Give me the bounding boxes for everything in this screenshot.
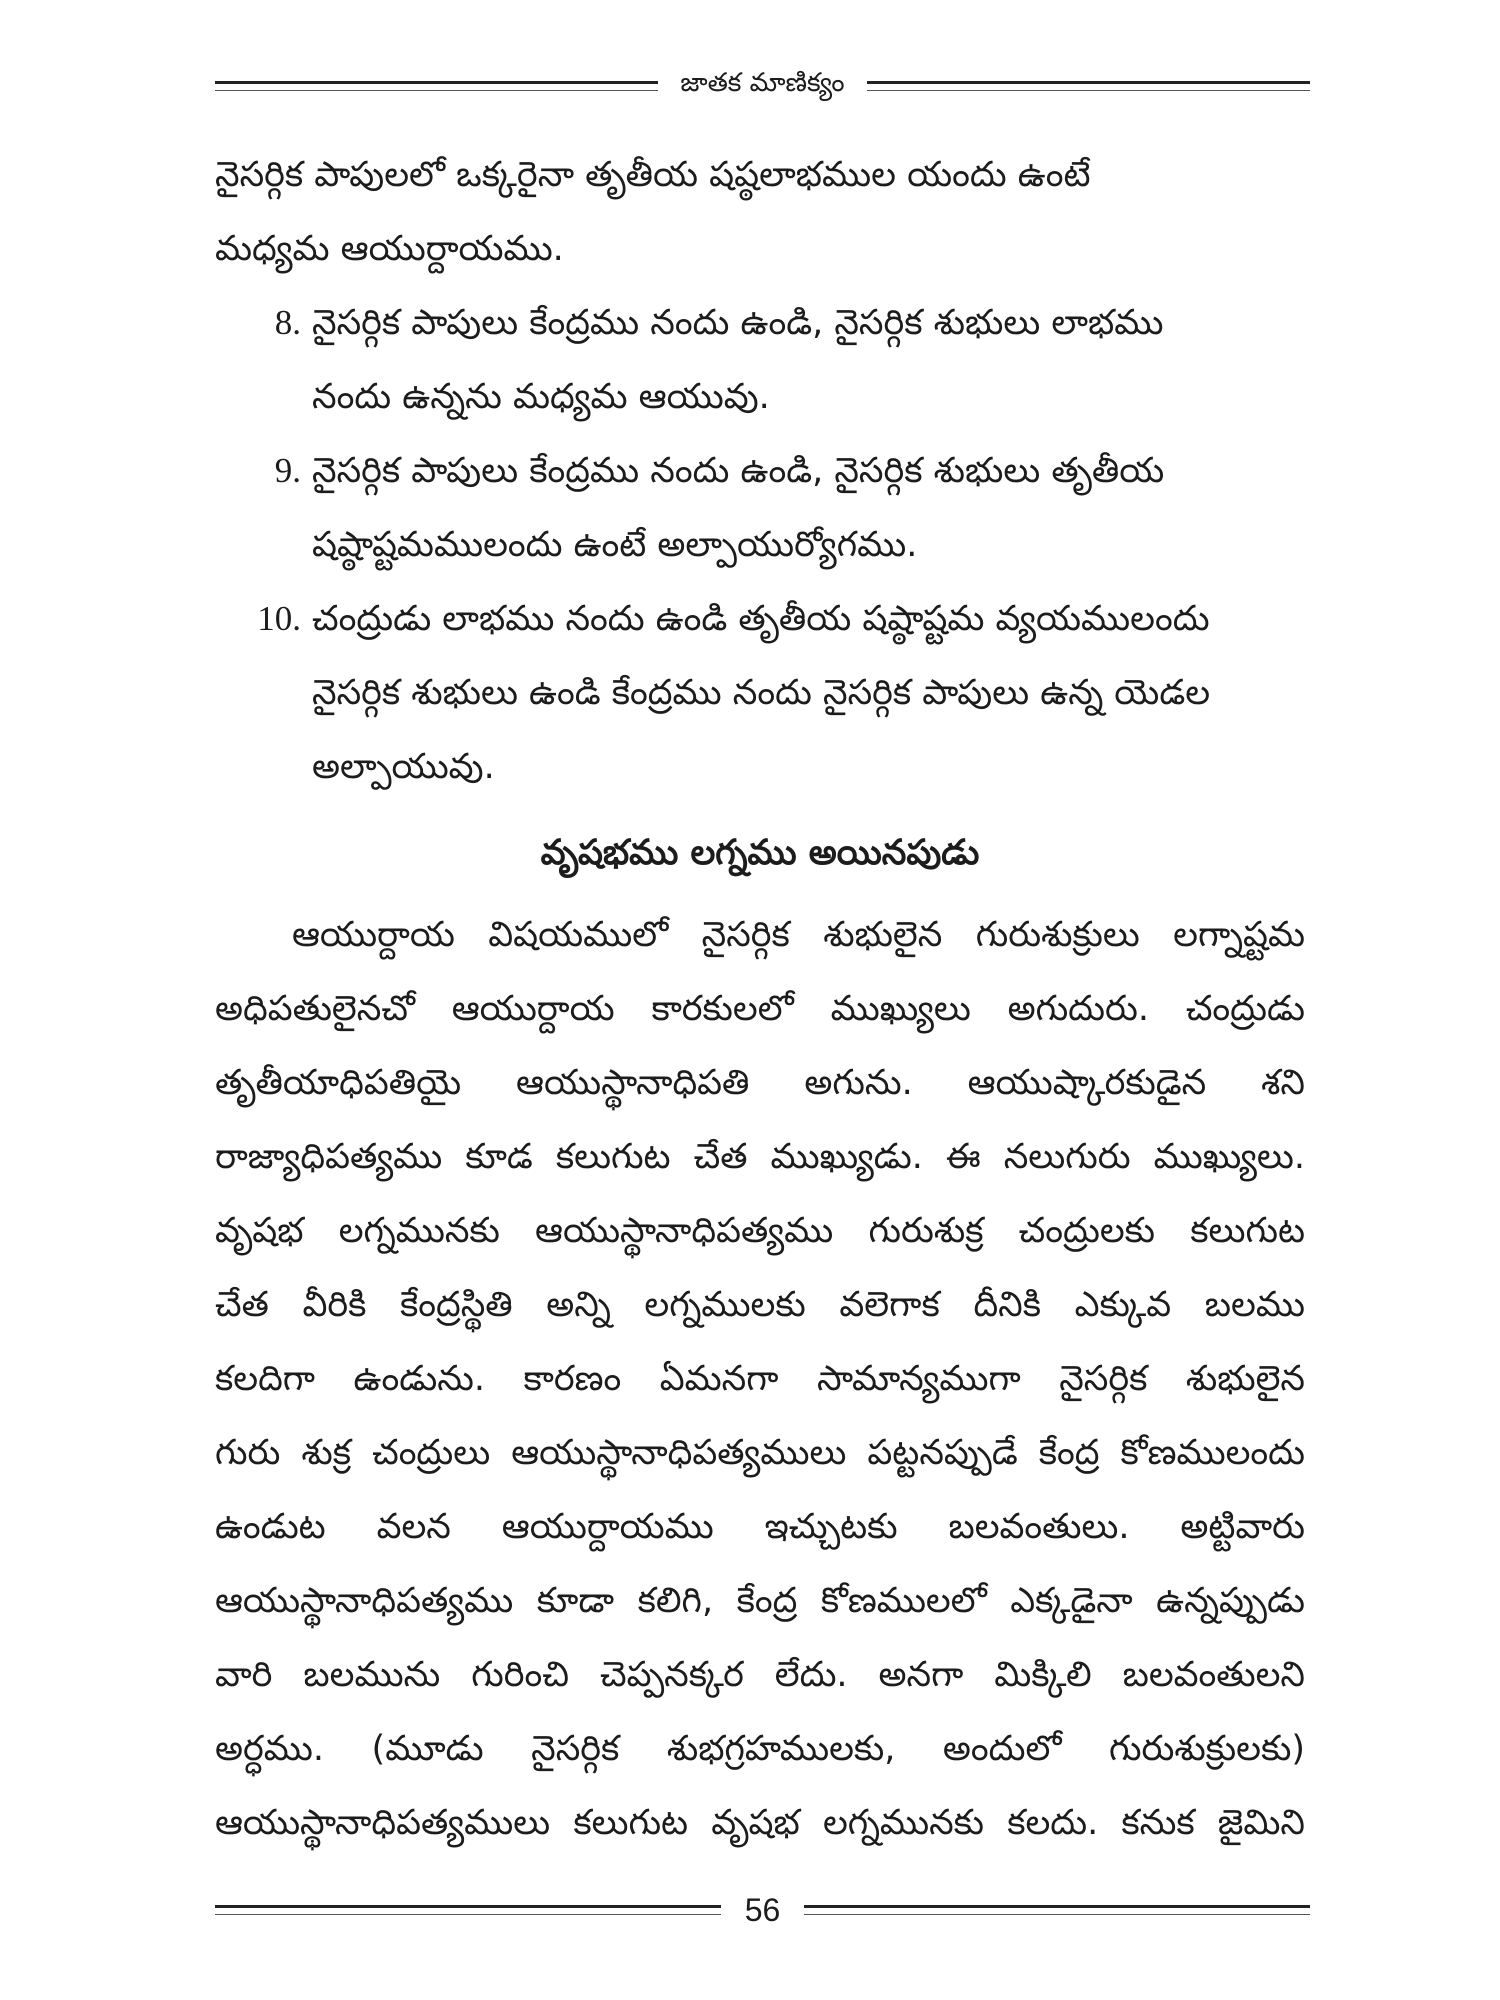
paragraph-line: వృషభ లగ్నమునకు ఆయుస్థానాధిపత్యము గురుశుక్ర చంద్రులకు కలుగుట — [215, 1211, 1305, 1251]
list-item-text: నైసర్గిక పాపులు కేంద్రము నందు ఉండి, నైసర్గిక శుభులు తృతీయ — [312, 451, 1165, 491]
page-body — [215, 138, 1305, 1860]
list-item-text: షష్ఠాష్టమములందు ఉంటే అల్పాయుర్యోగము. — [312, 525, 918, 565]
paragraph-line: అధిపతులైనచో ఆయుర్దాయ కారకులలో ముఖ్యులు అగుదురు. చంద్రుడు — [215, 989, 1305, 1029]
paragraph-line: ఉండుట వలన ఆయుర్దాయము ఇచ్చుటకు బలవంతులు. అట్టివారు — [215, 1507, 1305, 1547]
footer-rule-right — [804, 1905, 1310, 1915]
paragraph-line: గురు శుక్ర చంద్రులు ఆయుస్థానాధిపత్యములు పట్టనప్పుడే కేంద్ర కోణములందు — [215, 1433, 1305, 1473]
paragraph-line: అర్ధము. (మూడు నైసర్గిక శుభగ్రహములకు, అందులో గురుశుక్రులకు) — [215, 1729, 1305, 1769]
list-item-8 — [215, 286, 1305, 434]
header-title: జాతక మాణిక్యం — [680, 68, 845, 98]
continuation-line: నైసర్గిక పాపులలో ఒక్కరైనా తృతీయ షష్ఠలాభముల యందు ఉంటే — [215, 155, 1091, 195]
paragraph-line: ఆయుస్థానాధిపత్యములు కలుగుట వృషభ లగ్నమునకు కలదు. కనుక జైమిని — [215, 1803, 1305, 1843]
list-item-text: చంద్రుడు లాభము నందు ఉండి తృతీయ షష్ఠాష్టమ వ్యయములందు — [312, 599, 1210, 639]
continuation-line: మధ్యమ ఆయుర్దాయము. — [215, 229, 564, 269]
list-item-10 — [215, 582, 1305, 804]
footer-rule-left — [215, 1905, 721, 1915]
paragraph-line: కలదిగా ఉండును. కారణం ఏమనగా సామాన్యముగా నైసర్గిక శుభులైన — [215, 1359, 1305, 1399]
list-item-text: నైసర్గిక పాపులు కేంద్రము నందు ఉండి, నైసర్గిక శుభులు లాభము — [312, 303, 1164, 343]
header-rule-right — [867, 81, 1310, 91]
running-header — [215, 66, 1310, 106]
page-number: 56 — [744, 1891, 781, 1928]
paragraph-line: ఆయుస్థానాధిపత్యము కూడా కలిగి, కేంద్ర కోణములలో ఎక్కడైనా ఉన్నప్పుడు — [215, 1581, 1305, 1621]
list-item-number: 8. — [274, 303, 301, 342]
paragraph-line: చేత వీరికి కేంద్రస్థితి అన్ని లగ్నములకు వలెగాక దీనికి ఎక్కువ బలము — [215, 1285, 1305, 1325]
paragraph-line: ఆయుర్దాయ విషయములో నైసర్గిక శుభులైన గురుశుక్రులు లగ్నాష్టమ — [292, 915, 1305, 955]
paragraph-line: రాజ్యాధిపత్యము కూడ కలుగుట చేత ముఖ్యుడు. ఈ నలుగురు ముఖ్యులు. — [215, 1137, 1305, 1177]
list-item-text: అల్పాయువు. — [312, 747, 495, 787]
list-item-number: 10. — [257, 599, 301, 638]
list-item-text: నైసర్గిక శుభులు ఉండి కేంద్రము నందు నైసర్గిక పాపులు ఉన్న యెడల — [312, 673, 1211, 713]
body-paragraph — [215, 898, 1305, 1860]
header-rule-left — [215, 81, 658, 91]
list-item-text: నందు ఉన్నను మధ్యమ ఆయువు. — [312, 377, 770, 417]
list-item-9 — [215, 434, 1305, 582]
paragraph-line: తృతీయాధిపతియై ఆయుస్థానాధిపతి అగును. ఆయుష్కారకుడైన శని — [215, 1063, 1305, 1103]
list-item-number: 9. — [274, 451, 301, 490]
section-heading: వృషభము లగ్నము అయినపుడు — [540, 833, 980, 873]
page-footer — [215, 1886, 1310, 1934]
paragraph-line: వారి బలమును గురించి చెప్పనక్కర లేదు. అనగా మిక్కిలి బలవంతులని — [215, 1655, 1305, 1695]
